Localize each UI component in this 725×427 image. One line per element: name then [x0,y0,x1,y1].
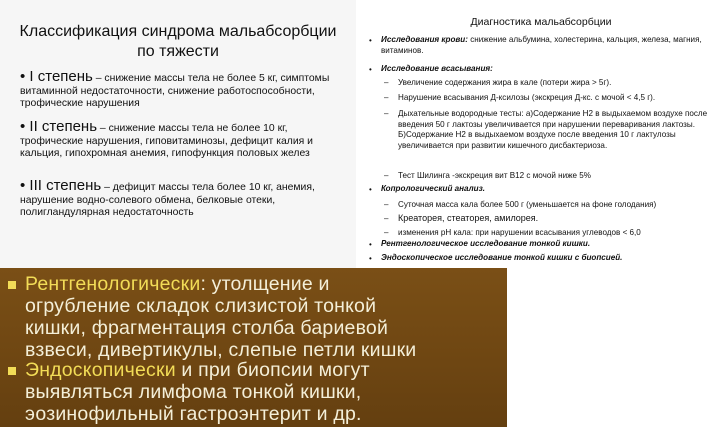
xray-study: Рентгенологическое исследование тонкой кишки. [381,239,591,248]
bullet-icon: • [369,36,372,45]
bullet-icon: • [369,185,372,194]
diagnostics-panel [357,0,725,268]
bullet-icon: • [369,65,372,74]
severity-item-1 [20,68,342,111]
absorption-item-3: Дыхательные водородные тесты: а)Содержание Н2 в выдыхаемом воздухе после введения 50 г лактозы увеличивается при нарушении переваривания лактозы. Б)Содержание Н2 в выдыхаемом воздухе после введения 10 г лактулозы увеличивается при развитии кишечного дисбактериоза. [398,109,708,150]
copro-item-2: Креаторея, стеаторея, амилорея. [398,213,539,223]
classification-title-line2: по тяжести [137,43,219,60]
absorption-item-4: Тест Шилинга -экскреция вит В12 с мочой ниже 5% [398,171,591,180]
xray-finding-line1: Рентгенологически: утолщение и [25,273,330,295]
dash-icon: – [384,171,389,180]
diagnostics-title: Диагностика мальабсорбции [470,16,612,28]
endoscopy-study: Эндоскопическое исследование тонкой кишки с биопсией. [381,253,623,262]
xray-finding-line2: огрубление складок слизистой тонкой [25,295,377,317]
absorption-item-2: Нарушение всасывания Д-ксилозы (экскреция Д-кс. с мочой < 4,5 г). [398,93,656,102]
blood-tests [381,35,716,56]
severity-text-3: – дефицит массы тела более 10 кг, анемия, нарушение водно-солевого обмена, белковые отеки, полигландулярная недостаточность [20,182,315,219]
square-bullet-icon [8,281,16,289]
dash-icon: – [384,93,389,102]
severity-degree-1: • I степень [20,68,93,85]
absorption-item-1: Увеличение содержания жира в кале (потери жира > 5г). [398,78,612,87]
copro-item-3: изменения рН кала: при нарушении всасывания углеводов < 6,0 [398,228,641,237]
endoscopy-finding-line2: выявляться лимфома тонкой кишки, [25,381,362,403]
dash-icon: – [384,109,389,118]
square-bullet-icon [8,367,16,375]
bullet-icon: • [369,254,372,263]
severity-degree-3: • III степень [20,177,102,194]
blood-heading: Исследования крови: [381,35,468,44]
xray-finding-line3: кишки, фрагментация столба бариевой [25,317,389,339]
classification-title-line1: Классификация синдрома мальабсорбции [19,23,337,40]
classification-title [8,22,348,62]
endoscopy-finding-line1: Эндоскопически и при биопсии могут [25,359,370,381]
copro-heading: Копрологический анализ. [381,184,485,193]
xray-finding-accent: Рентгенологически [25,273,201,295]
dash-icon: – [384,214,389,223]
severity-degree-2: • II степень [20,118,98,135]
endoscopy-finding-accent: Эндоскопически [25,359,176,381]
severity-text-1: – снижение массы тела не более 5 кг, симптомы витаминной недостаточности, снижение работоспособности, трофические нарушения [20,73,330,110]
blood-text: снижение альбумина, холестерина, кальция, железа, магния, витаминов. [381,35,702,55]
dash-icon: – [384,228,389,237]
severity-text-2: – снижение массы тела не более 10 кг, трофические нарушения, гиповитаминозы, дефицит калия и кальция, гипохромная анемия, гипофункция половых желез [20,123,313,160]
severity-item-2 [20,118,342,161]
xray-finding-line4: взвеси, дивертикулы, слепые петли кишки [25,339,417,361]
copro-item-1: Суточная масса кала более 500 г (уменьшается на фоне голодания) [398,200,657,209]
findings-panel [0,268,507,427]
severity-item-3 [20,177,342,220]
bullet-icon: • [369,240,372,249]
absorption-heading: Исследование всасывания: [381,64,493,73]
dash-icon: – [384,200,389,209]
blank-area [507,268,725,427]
severity-classification-panel [0,0,356,268]
endoscopy-finding-line3: эозинофильный гастроэнтерит и др. [25,403,362,425]
dash-icon: – [384,78,389,87]
